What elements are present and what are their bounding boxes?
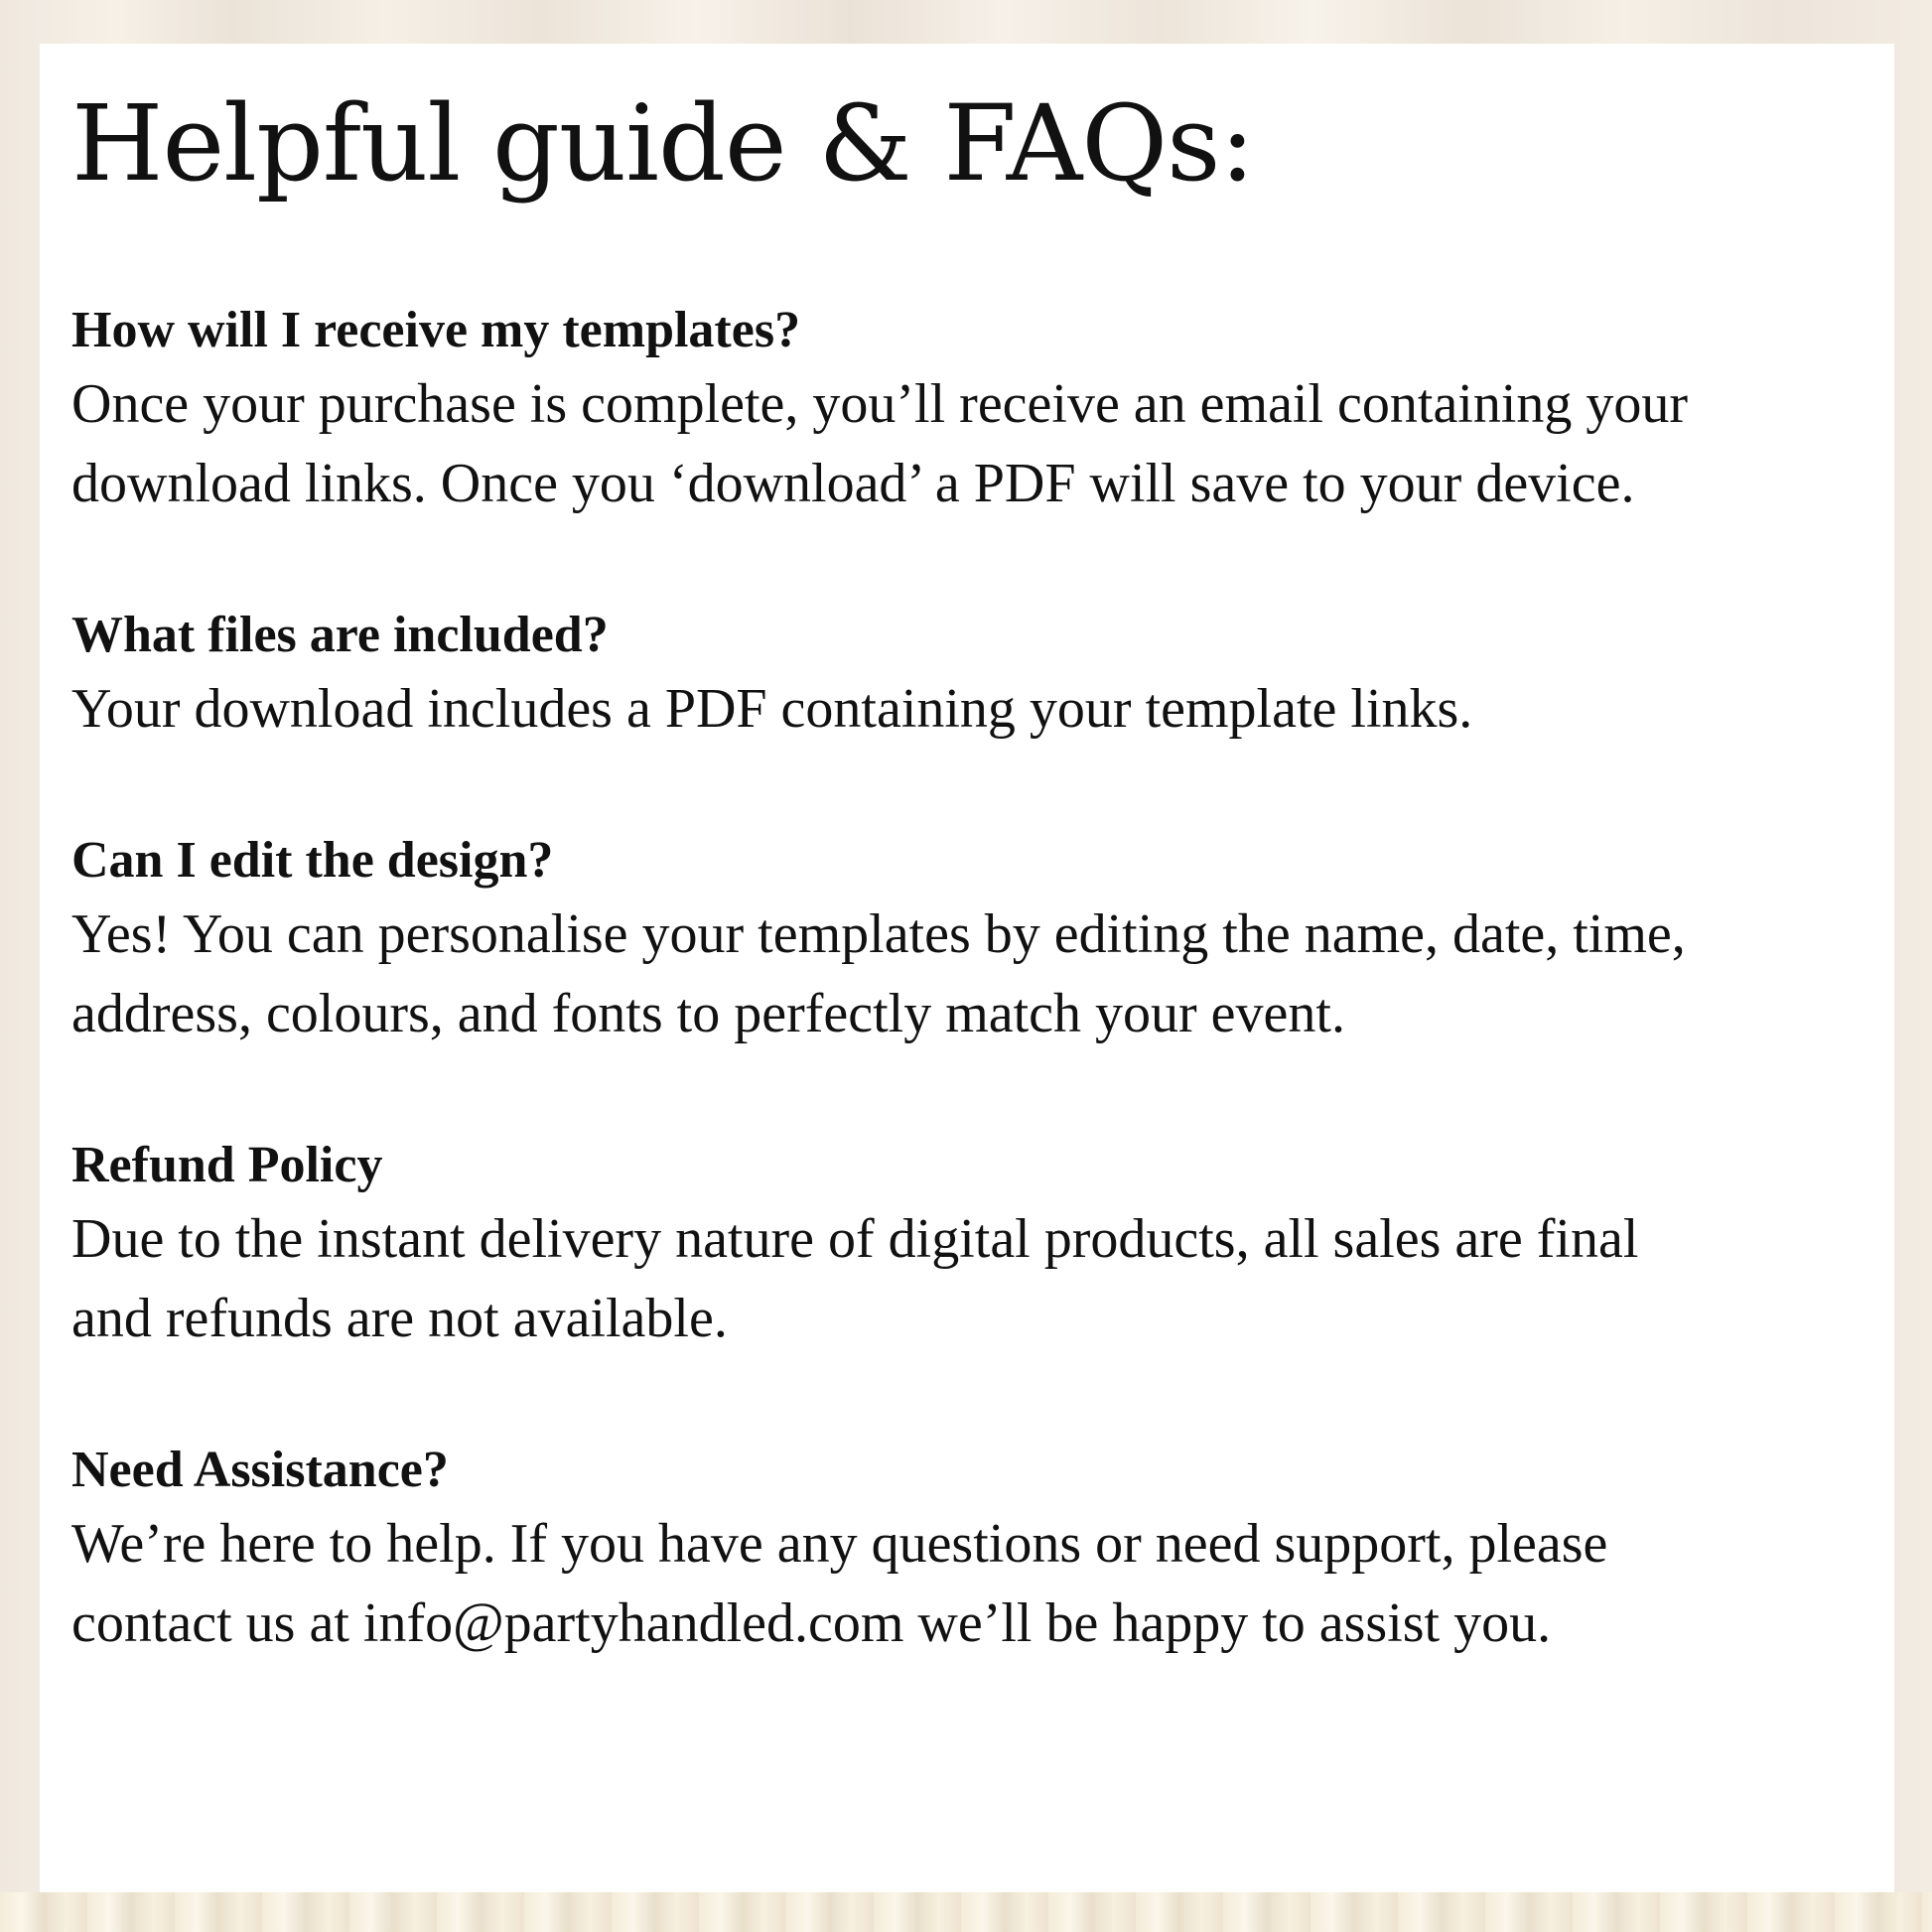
faq-answer-line: Yes! You can personalise your templates by editing the name, date, time,	[71, 903, 1686, 965]
faq-answer-line: contact us at info@partyhandled.com we’ll be happy to assist you.	[71, 1592, 1552, 1654]
faq-item-refund-policy	[71, 1132, 1859, 1358]
faq-item-files-included	[71, 602, 1859, 749]
faq-question: Refund Policy	[71, 1137, 383, 1193]
faq-answer-line: Once your purchase is complete, you’ll receive an email containing your	[71, 373, 1689, 435]
faq-item-edit-design	[71, 827, 1859, 1053]
background-fringe	[0, 1892, 1932, 1932]
faq-list	[71, 297, 1859, 1741]
faq-question: Can I edit the design?	[71, 832, 554, 889]
faq-card	[40, 44, 1894, 1892]
faq-answer	[71, 1199, 1859, 1358]
faq-question: How will I receive my templates?	[71, 302, 801, 358]
faq-answer-line: address, colours, and fonts to perfectly match your event.	[71, 983, 1345, 1044]
faq-answer-line: Your download includes a PDF containing your template links.	[71, 678, 1473, 740]
faq-item-receive-templates	[71, 297, 1859, 523]
faq-question: Need Assistance?	[71, 1442, 449, 1498]
faq-answer-line: We’re here to help. If you have any questions or need support, please	[71, 1513, 1608, 1575]
faq-answer-line: and refunds are not available.	[71, 1288, 728, 1349]
faq-item-need-assistance	[71, 1437, 1859, 1663]
faq-answer	[71, 895, 1859, 1053]
faq-answer-line: Due to the instant delivery nature of digital products, all sales are final	[71, 1208, 1639, 1270]
faq-answer	[71, 1504, 1859, 1663]
page-title: Helpful guide & FAQs:	[71, 82, 1255, 205]
faq-answer	[71, 669, 1859, 749]
faq-answer-line: download links. Once you ‘download’ a PDF will save to your device.	[71, 453, 1635, 514]
faq-question: What files are included?	[71, 607, 609, 663]
faq-answer	[71, 364, 1859, 523]
